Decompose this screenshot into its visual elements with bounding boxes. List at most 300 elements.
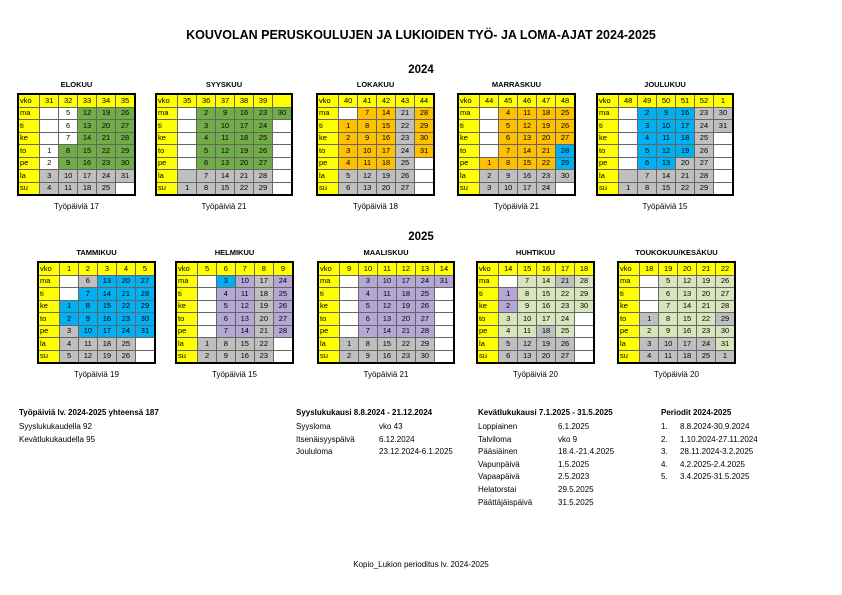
- day-label: ti: [176, 288, 198, 301]
- spring-label: Helatorstai: [478, 484, 517, 494]
- day-label: su: [597, 182, 619, 195]
- day-cell: 14: [377, 107, 396, 120]
- day-cell: 21: [556, 275, 575, 288]
- month-name: MARRASKUU: [491, 80, 542, 89]
- day-cell: 1: [640, 313, 659, 326]
- day-label: pe: [38, 325, 60, 338]
- day-cell: [198, 288, 217, 301]
- day-cell: 7: [638, 170, 657, 183]
- day-cell: 11: [518, 325, 537, 338]
- spring-value: 29.5.2025: [558, 484, 594, 494]
- day-cell: 11: [358, 157, 377, 170]
- week-number: 11: [377, 262, 396, 275]
- day-cell: [40, 132, 59, 145]
- day-cell: 19: [697, 275, 716, 288]
- spring-label: Päättäjäispäivä: [478, 497, 533, 507]
- day-cell: 13: [235, 313, 254, 326]
- day-cell: 8: [197, 182, 216, 195]
- day-cell: 4: [499, 107, 518, 120]
- day-cell: 24: [97, 170, 116, 183]
- week-number: 52: [695, 94, 714, 107]
- week-number: 3: [97, 262, 116, 275]
- day-cell: 30: [713, 107, 733, 120]
- day-cell: 4: [638, 132, 657, 145]
- day-label: pe: [18, 157, 40, 170]
- day-cell: 30: [556, 170, 576, 183]
- month-name: TOUKOKUU/KESÄKUU: [635, 248, 718, 257]
- day-cell: 16: [78, 157, 97, 170]
- day-cell: 18: [78, 182, 97, 195]
- day-cell: [178, 132, 197, 145]
- week-label: vko: [597, 94, 619, 107]
- day-cell: 28: [135, 288, 155, 301]
- day-cell: 24: [697, 338, 716, 351]
- day-cell: 27: [716, 288, 736, 301]
- day-cell: 11: [518, 107, 537, 120]
- autumn-label: Joululoma: [296, 447, 333, 457]
- day-cell: 8: [358, 338, 377, 351]
- workdays-count: Työpäiviä 15: [642, 201, 688, 211]
- day-cell: 12: [657, 145, 676, 158]
- day-cell: 30: [716, 325, 736, 338]
- day-cell: [415, 157, 435, 170]
- day-cell: 7: [78, 288, 97, 301]
- week-number: 32: [59, 94, 78, 107]
- day-cell: 30: [415, 132, 435, 145]
- day-cell: 25: [556, 325, 575, 338]
- week-number: 39: [254, 94, 273, 107]
- day-cell: 18: [377, 157, 396, 170]
- day-label: ma: [18, 107, 40, 120]
- day-cell: [713, 145, 733, 158]
- day-cell: 4: [358, 288, 377, 301]
- day-label: ke: [458, 132, 480, 145]
- day-label: ke: [38, 300, 60, 313]
- day-label: ti: [318, 288, 340, 301]
- day-cell: 22: [396, 338, 415, 351]
- day-cell: 10: [659, 338, 678, 351]
- day-label: ke: [176, 300, 198, 313]
- day-cell: 14: [78, 132, 97, 145]
- day-cell: 25: [273, 288, 293, 301]
- day-cell: 10: [235, 275, 254, 288]
- day-label: ti: [597, 120, 619, 133]
- day-cell: 23: [697, 325, 716, 338]
- autumn-label: Syysloma: [296, 422, 331, 431]
- day-cell: [340, 275, 359, 288]
- week-number: 37: [216, 94, 235, 107]
- day-cell: 13: [678, 288, 697, 301]
- day-cell: 20: [396, 313, 415, 326]
- day-cell: [713, 157, 733, 170]
- day-label: su: [38, 350, 60, 363]
- day-cell: 17: [97, 325, 116, 338]
- day-cell: [713, 132, 733, 145]
- week-number: 15: [518, 262, 537, 275]
- day-cell: 26: [415, 300, 434, 313]
- spring-label: Vapaapäivä: [478, 472, 520, 482]
- week-label: vko: [317, 94, 339, 107]
- day-cell: 15: [657, 182, 676, 195]
- day-cell: 28: [575, 275, 595, 288]
- week-number: 18: [640, 262, 659, 275]
- day-cell: 10: [518, 313, 537, 326]
- week-number: 51: [676, 94, 695, 107]
- day-cell: 28: [556, 145, 576, 158]
- day-cell: [434, 350, 454, 363]
- day-cell: 17: [78, 170, 97, 183]
- day-label: ma: [618, 275, 640, 288]
- day-cell: 4: [60, 338, 79, 351]
- month-table: [37, 261, 156, 364]
- month-name: ELOKUU: [60, 80, 93, 89]
- day-cell: 29: [415, 120, 435, 133]
- day-cell: 7: [197, 170, 216, 183]
- day-cell: 10: [59, 170, 78, 183]
- day-cell: 28: [254, 170, 273, 183]
- month-table: [17, 93, 136, 196]
- period-number: 4.: [661, 459, 668, 469]
- day-cell: 25: [396, 157, 415, 170]
- day-cell: 8: [659, 313, 678, 326]
- day-label: su: [458, 182, 480, 195]
- day-label: ke: [597, 132, 619, 145]
- day-cell: 26: [716, 275, 736, 288]
- day-cell: [575, 325, 595, 338]
- day-cell: 3: [480, 182, 499, 195]
- workdays-count: Työpäiviä 21: [363, 369, 409, 379]
- week-number: 9: [273, 262, 293, 275]
- day-cell: [640, 300, 659, 313]
- day-cell: 17: [377, 145, 396, 158]
- day-cell: 3: [339, 145, 358, 158]
- week-number: 1: [60, 262, 79, 275]
- day-cell: 27: [135, 275, 155, 288]
- day-cell: [619, 120, 638, 133]
- day-cell: 6: [358, 313, 377, 326]
- week-number: 19: [659, 262, 678, 275]
- day-cell: 13: [358, 182, 377, 195]
- day-cell: 22: [254, 338, 273, 351]
- day-cell: 15: [377, 338, 396, 351]
- day-cell: 16: [235, 107, 254, 120]
- day-cell: 6: [499, 132, 518, 145]
- workdays-count: Työpäiviä 18: [353, 201, 398, 211]
- day-cell: 14: [657, 170, 676, 183]
- spring-label: Loppiainen: [478, 422, 518, 431]
- day-label: ti: [156, 120, 178, 133]
- periods-info: [661, 408, 758, 485]
- day-cell: 18: [396, 288, 415, 301]
- period-range: 3.4.2025-31.5.2025: [680, 472, 750, 482]
- day-cell: [178, 170, 197, 183]
- day-label: to: [176, 313, 198, 326]
- day-cell: [60, 275, 79, 288]
- day-cell: [272, 157, 292, 170]
- day-cell: 2: [60, 313, 79, 326]
- week-label: vko: [18, 94, 40, 107]
- day-cell: 21: [537, 145, 556, 158]
- day-cell: 15: [97, 300, 116, 313]
- workdays-count: Työpäiviä 19: [74, 369, 119, 379]
- day-cell: [272, 120, 292, 133]
- day-cell: 9: [59, 157, 78, 170]
- day-cell: 16: [235, 350, 254, 363]
- day-label: la: [618, 338, 640, 351]
- day-label: ti: [458, 120, 480, 133]
- day-cell: [135, 350, 155, 363]
- day-cell: 20: [235, 157, 254, 170]
- spring-label: Vapunpäivä: [478, 459, 520, 469]
- day-label: su: [618, 350, 640, 363]
- day-cell: 20: [537, 350, 556, 363]
- day-label: su: [18, 182, 40, 195]
- autumn-term-info: [296, 408, 453, 460]
- period-number: 5.: [661, 472, 668, 482]
- week-number: 1: [713, 94, 733, 107]
- day-cell: 20: [97, 120, 116, 133]
- day-cell: 1: [716, 350, 736, 363]
- week-number: 5: [135, 262, 155, 275]
- day-cell: 29: [254, 182, 273, 195]
- day-label: to: [618, 313, 640, 326]
- day-cell: 14: [97, 288, 116, 301]
- day-cell: 24: [116, 325, 135, 338]
- day-cell: 10: [377, 275, 396, 288]
- day-cell: 6: [59, 120, 78, 133]
- day-label: ti: [38, 288, 60, 301]
- day-cell: 24: [537, 182, 556, 195]
- day-cell: 3: [358, 275, 377, 288]
- autumn-heading: Syyslukukausi 8.8.2024 - 21.12.2024: [296, 408, 433, 417]
- week-number: 2: [78, 262, 97, 275]
- spring-value: vko 9: [558, 434, 578, 444]
- day-cell: 26: [116, 350, 135, 363]
- week-number: 10: [358, 262, 377, 275]
- month-table: [317, 261, 455, 364]
- day-cell: 24: [396, 145, 415, 158]
- period-range: 28.11.2024-3.2.2025: [680, 447, 754, 457]
- day-cell: 26: [556, 338, 575, 351]
- day-cell: 20: [676, 157, 695, 170]
- day-cell: [415, 182, 435, 195]
- day-cell: 5: [339, 170, 358, 183]
- day-cell: 25: [556, 107, 576, 120]
- day-cell: 19: [254, 300, 273, 313]
- day-cell: 13: [78, 120, 97, 133]
- day-cell: 9: [78, 313, 97, 326]
- day-cell: 1: [178, 182, 197, 195]
- day-cell: [480, 132, 499, 145]
- day-cell: [713, 170, 733, 183]
- day-cell: 10: [499, 182, 518, 195]
- day-cell: 3: [217, 275, 236, 288]
- day-cell: [340, 313, 359, 326]
- day-cell: 2: [197, 107, 216, 120]
- day-cell: 24: [273, 275, 293, 288]
- day-cell: 22: [116, 300, 135, 313]
- day-cell: 1: [198, 338, 217, 351]
- month-name: LOKAKUU: [356, 80, 395, 89]
- day-cell: [272, 170, 292, 183]
- day-cell: 30: [575, 300, 595, 313]
- day-label: ti: [18, 120, 40, 133]
- day-cell: 12: [358, 170, 377, 183]
- spring-value: 18.4.-21.4.2025: [558, 447, 615, 457]
- week-number: 35: [178, 94, 197, 107]
- day-cell: 16: [377, 132, 396, 145]
- day-cell: 24: [254, 120, 273, 133]
- day-cell: 30: [135, 313, 155, 326]
- period-number: 3.: [661, 447, 668, 457]
- day-cell: 31: [415, 145, 435, 158]
- footer-text: Kopio_Lukion perioditus lv. 2024-2025: [353, 560, 489, 569]
- day-cell: 12: [678, 275, 697, 288]
- day-cell: 17: [254, 275, 273, 288]
- day-cell: 5: [358, 300, 377, 313]
- day-cell: 24: [415, 275, 434, 288]
- day-cell: 14: [678, 300, 697, 313]
- day-cell: 4: [499, 325, 518, 338]
- day-cell: 21: [396, 325, 415, 338]
- day-label: ma: [176, 275, 198, 288]
- day-cell: 10: [358, 145, 377, 158]
- day-cell: 21: [235, 170, 254, 183]
- week-number: 9: [340, 262, 359, 275]
- day-cell: 9: [518, 300, 537, 313]
- day-cell: 18: [537, 107, 556, 120]
- day-cell: 2: [499, 300, 518, 313]
- day-label: pe: [317, 157, 339, 170]
- week-number: 22: [716, 262, 736, 275]
- day-cell: 8: [358, 120, 377, 133]
- workdays-count: Työpäiviä 15: [212, 369, 257, 379]
- week-number: [272, 94, 292, 107]
- day-cell: 21: [116, 288, 135, 301]
- day-cell: 21: [676, 170, 695, 183]
- day-cell: [198, 300, 217, 313]
- week-number: 14: [434, 262, 454, 275]
- day-cell: 27: [695, 157, 714, 170]
- day-cell: 6: [217, 313, 236, 326]
- day-label: ke: [477, 300, 499, 313]
- day-cell: [434, 325, 454, 338]
- day-cell: 13: [216, 157, 235, 170]
- day-cell: 22: [697, 313, 716, 326]
- day-label: pe: [597, 157, 619, 170]
- month-table: [617, 261, 736, 364]
- day-cell: 15: [678, 313, 697, 326]
- week-number: 6: [217, 262, 236, 275]
- day-cell: 25: [415, 288, 434, 301]
- day-cell: 6: [659, 288, 678, 301]
- day-cell: 28: [415, 107, 435, 120]
- day-cell: 1: [40, 145, 59, 158]
- week-number: 8: [254, 262, 273, 275]
- day-cell: 18: [676, 132, 695, 145]
- week-number: 34: [97, 94, 116, 107]
- day-cell: 20: [697, 288, 716, 301]
- day-cell: 28: [716, 300, 736, 313]
- day-label: ma: [317, 107, 339, 120]
- month-table: [596, 93, 734, 196]
- day-cell: [340, 325, 359, 338]
- period-range: 1.10.2024-27.11.2024: [680, 434, 758, 444]
- day-cell: 19: [396, 300, 415, 313]
- spring-term-info: [478, 408, 614, 510]
- day-cell: 17: [235, 120, 254, 133]
- day-cell: 29: [135, 300, 155, 313]
- week-label: vko: [477, 262, 499, 275]
- day-cell: 27: [273, 313, 293, 326]
- day-cell: 8: [499, 157, 518, 170]
- day-cell: 14: [377, 325, 396, 338]
- day-label: la: [458, 170, 480, 183]
- day-cell: 20: [377, 182, 396, 195]
- day-label: su: [156, 182, 178, 195]
- day-cell: 25: [116, 338, 135, 351]
- day-cell: 22: [556, 288, 575, 301]
- day-label: pe: [458, 157, 480, 170]
- day-cell: 17: [537, 313, 556, 326]
- day-cell: 13: [657, 157, 676, 170]
- day-cell: [198, 275, 217, 288]
- month-table: [316, 93, 435, 196]
- week-number: 48: [556, 94, 576, 107]
- day-cell: 4: [40, 182, 59, 195]
- day-cell: 18: [254, 288, 273, 301]
- day-cell: 10: [78, 325, 97, 338]
- autumn-value: 23.12.2024-6.1.2025: [379, 447, 453, 457]
- day-cell: 31: [713, 120, 733, 133]
- day-cell: 16: [97, 313, 116, 326]
- day-cell: 27: [116, 120, 136, 133]
- summary-heading: Työpäiviä lv. 2024-2025 yhteensä 187: [19, 408, 159, 417]
- day-cell: [480, 145, 499, 158]
- year-2024-heading: 2024: [408, 64, 434, 76]
- year-2025-heading: 2025: [408, 231, 434, 243]
- day-cell: [619, 132, 638, 145]
- day-cell: 27: [556, 350, 575, 363]
- day-cell: 6: [339, 182, 358, 195]
- day-cell: [40, 120, 59, 133]
- week-label: vko: [458, 94, 480, 107]
- day-cell: 4: [217, 288, 236, 301]
- day-cell: 27: [254, 157, 273, 170]
- day-cell: 13: [518, 132, 537, 145]
- day-cell: 30: [415, 350, 434, 363]
- day-cell: 4: [640, 350, 659, 363]
- day-cell: 23: [97, 157, 116, 170]
- day-cell: 6: [499, 350, 518, 363]
- day-cell: 8: [518, 288, 537, 301]
- day-cell: 12: [78, 350, 97, 363]
- day-cell: 23: [695, 107, 714, 120]
- day-cell: 5: [499, 338, 518, 351]
- day-cell: 1: [339, 120, 358, 133]
- day-cell: 3: [638, 120, 657, 133]
- week-number: 36: [197, 94, 216, 107]
- day-cell: [619, 170, 638, 183]
- day-cell: [178, 120, 197, 133]
- day-cell: 18: [235, 132, 254, 145]
- day-cell: 11: [377, 288, 396, 301]
- month-name: JOULUKUU: [644, 80, 686, 89]
- day-label: pe: [156, 157, 178, 170]
- workdays-count: Työpäiviä 21: [494, 201, 539, 211]
- spring-label: Talviloma: [478, 434, 512, 444]
- period-number: 2.: [661, 434, 668, 444]
